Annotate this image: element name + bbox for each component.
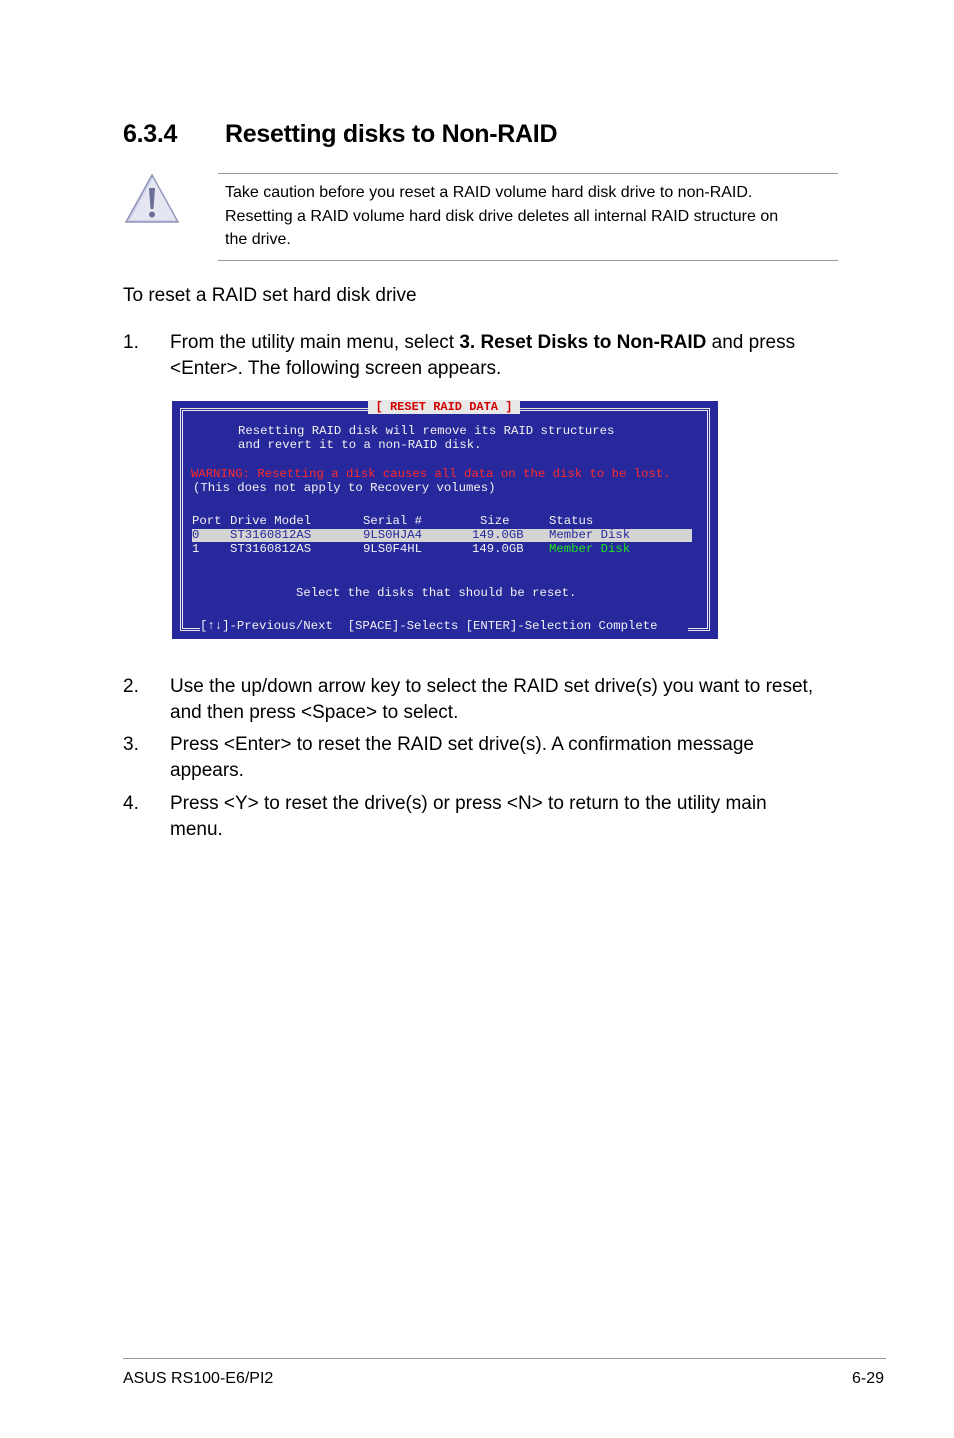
step-1-pre: From the utility main menu, select bbox=[170, 332, 460, 353]
caution-divider-top bbox=[218, 173, 838, 174]
footer-product-name: ASUS RS100-E6/PI2 bbox=[123, 1370, 274, 1387]
step-1-post: and press bbox=[706, 332, 796, 353]
bios-note: (This does not apply to Recovery volumes) bbox=[193, 481, 496, 495]
disk-row-0-serial[interactable]: 9LS0HJA4 bbox=[363, 528, 423, 542]
step-3-text bbox=[170, 732, 835, 784]
step-2-line1: Use the up/down arrow key to select the RAID set drive(s) you want to reset, bbox=[170, 676, 814, 697]
col-header-status: Status bbox=[549, 514, 594, 528]
step-1-line2: <Enter>. The following screen appears. bbox=[170, 358, 502, 379]
section-title: Resetting disks to Non-RAID bbox=[225, 120, 558, 148]
disk-row-1-size[interactable]: 149.0GB bbox=[472, 542, 524, 556]
disk-row-1-serial[interactable]: 9LS0F4HL bbox=[363, 542, 423, 556]
bios-message-line: and revert it to a non-RAID disk. bbox=[238, 438, 482, 452]
caution-text bbox=[225, 181, 835, 252]
bios-title: [ RESET RAID DATA ] bbox=[368, 400, 520, 414]
step-3-line1: Press <Enter> to reset the RAID set drive(s). A confirmation message bbox=[170, 734, 754, 755]
footer-page-number: 6-29 bbox=[852, 1370, 885, 1387]
section-number: 6.3.4 bbox=[123, 120, 178, 148]
col-header-model: Drive Model bbox=[230, 514, 312, 528]
step-1-text bbox=[170, 330, 835, 382]
step-1-number: 1. bbox=[123, 332, 139, 353]
step-2-line2: and then press <Space> to select. bbox=[170, 702, 459, 723]
disk-row-1-model[interactable]: ST3160812AS bbox=[230, 542, 312, 556]
caution-triangle-icon bbox=[124, 172, 180, 226]
caution-line: Take caution before you reset a RAID volume hard disk drive to non-RAID. bbox=[225, 184, 753, 201]
caution-divider-bottom bbox=[218, 260, 838, 261]
step-4-number: 4. bbox=[123, 793, 139, 814]
col-header-port: Port bbox=[192, 514, 222, 528]
step-2-number: 2. bbox=[123, 676, 139, 697]
col-header-size: Size bbox=[480, 514, 510, 528]
step-1-menu-item: 3. Reset Disks to Non-RAID bbox=[459, 332, 707, 353]
disk-row-0-status[interactable]: Member Disk bbox=[549, 528, 631, 542]
disk-row-1-port[interactable]: 1 bbox=[192, 542, 200, 556]
step-4-line1: Press <Y> to reset the drive(s) or press <N> to return to the utility main bbox=[170, 793, 767, 814]
intro-text: To reset a RAID set hard disk drive bbox=[123, 285, 417, 306]
col-header-serial: Serial # bbox=[363, 514, 423, 528]
step-3-number: 3. bbox=[123, 734, 139, 755]
caution-line: Resetting a RAID volume hard disk drive deletes all internal RAID structure on bbox=[225, 207, 779, 225]
disk-row-0-port[interactable]: 0 bbox=[192, 528, 200, 542]
caution-line: the drive. bbox=[225, 231, 291, 248]
step-4-line2: menu. bbox=[170, 819, 223, 840]
step-2-text bbox=[170, 674, 835, 726]
bios-warning: WARNING: Resetting a disk causes all data on the disk to be lost. bbox=[191, 467, 671, 481]
bios-prompt: Select the disks that should be reset. bbox=[296, 586, 577, 600]
disk-row-0-size[interactable]: 149.0GB bbox=[472, 528, 524, 542]
footer-divider bbox=[123, 1358, 886, 1359]
disk-row-0-model[interactable]: ST3160812AS bbox=[230, 528, 312, 542]
step-4-text bbox=[170, 791, 835, 843]
step-3-line2: appears. bbox=[170, 760, 244, 781]
disk-row-1-status[interactable]: Member Disk bbox=[549, 542, 631, 556]
bios-key-help: [↑↓]-Previous/Next [SPACE]-Selects [ENTER]-Selection Complete bbox=[200, 619, 658, 633]
bios-message-line: Resetting RAID disk will remove its RAID structures bbox=[238, 424, 615, 438]
